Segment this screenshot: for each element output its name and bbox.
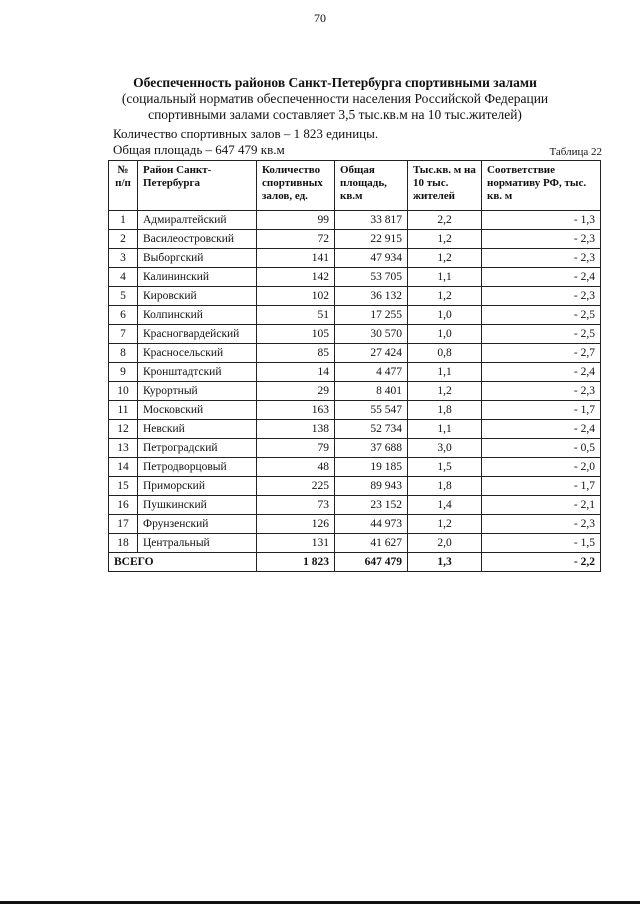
summary-area: Общая площадь – 647 479 кв.м xyxy=(113,142,285,157)
row-number: 17 xyxy=(109,515,138,534)
header-number: № п/п xyxy=(109,161,138,211)
table-row xyxy=(109,534,601,553)
row-number: 3 xyxy=(109,249,138,268)
total-ratio: 1,3 xyxy=(408,553,482,572)
row-number: 12 xyxy=(109,420,138,439)
district-name: Петроградский xyxy=(138,439,257,458)
total-area: 53 705 xyxy=(335,268,408,287)
table-header-row xyxy=(109,161,601,211)
total-area: 4 477 xyxy=(335,363,408,382)
total-area: 89 943 xyxy=(335,477,408,496)
area-per-residents: 1,0 xyxy=(408,306,482,325)
table-row xyxy=(109,325,601,344)
header-area-per-residents: Тыс.кв. м на 10 тыс. жителей xyxy=(408,161,482,211)
row-number: 8 xyxy=(109,344,138,363)
document-subtitle-line-2: спортивными залами составляет 3,5 тыс.кв.м на 10 тыс.жителей) xyxy=(148,107,522,122)
area-per-residents: 1,2 xyxy=(408,382,482,401)
total-label: ВСЕГО xyxy=(109,553,257,572)
row-number: 18 xyxy=(109,534,138,553)
row-number: 2 xyxy=(109,230,138,249)
norm-compliance: - 1,5 xyxy=(482,534,601,553)
norm-compliance: - 2,3 xyxy=(482,249,601,268)
table-row xyxy=(109,249,601,268)
total-area: 17 255 xyxy=(335,306,408,325)
table-row xyxy=(109,211,601,230)
norm-compliance: - 2,5 xyxy=(482,325,601,344)
norm-compliance: - 2,3 xyxy=(482,382,601,401)
hall-count: 131 xyxy=(257,534,335,553)
norm-compliance: - 2,7 xyxy=(482,344,601,363)
district-name: Кронштадтский xyxy=(138,363,257,382)
hall-count: 51 xyxy=(257,306,335,325)
norm-compliance: - 0,5 xyxy=(482,439,601,458)
district-name: Адмиралтейский xyxy=(138,211,257,230)
hall-count: 126 xyxy=(257,515,335,534)
hall-count: 79 xyxy=(257,439,335,458)
districts-table xyxy=(108,160,601,572)
table-row xyxy=(109,344,601,363)
area-per-residents: 2,2 xyxy=(408,211,482,230)
row-number: 14 xyxy=(109,458,138,477)
table-row xyxy=(109,401,601,420)
row-number: 13 xyxy=(109,439,138,458)
area-per-residents: 1,0 xyxy=(408,325,482,344)
row-number: 6 xyxy=(109,306,138,325)
area-per-residents: 1,1 xyxy=(408,420,482,439)
total-norm: - 2,2 xyxy=(482,553,601,572)
hall-count: 163 xyxy=(257,401,335,420)
total-area: 36 132 xyxy=(335,287,408,306)
district-name: Выборгский xyxy=(138,249,257,268)
header-norm-compliance: Соответствие нормативу РФ, тыс. кв. м xyxy=(482,161,601,211)
table-row xyxy=(109,515,601,534)
hall-count: 73 xyxy=(257,496,335,515)
total-area: 37 688 xyxy=(335,439,408,458)
norm-compliance: - 2,3 xyxy=(482,287,601,306)
hall-count: 48 xyxy=(257,458,335,477)
hall-count: 142 xyxy=(257,268,335,287)
hall-count: 72 xyxy=(257,230,335,249)
norm-compliance: - 2,4 xyxy=(482,420,601,439)
norm-compliance: - 2,4 xyxy=(482,268,601,287)
hall-count: 14 xyxy=(257,363,335,382)
page-number: 70 xyxy=(314,11,326,25)
table-row xyxy=(109,477,601,496)
district-name: Петродворцовый xyxy=(138,458,257,477)
norm-compliance: - 1,3 xyxy=(482,211,601,230)
table-total-row xyxy=(109,553,601,572)
table-row xyxy=(109,439,601,458)
total-area: 30 570 xyxy=(335,325,408,344)
table-row xyxy=(109,268,601,287)
hall-count: 225 xyxy=(257,477,335,496)
document-subtitle-line-1: (социальный норматив обеспеченности населения Российской Федерации xyxy=(121,91,549,106)
norm-compliance: - 2,4 xyxy=(482,363,601,382)
norm-compliance: - 2,1 xyxy=(482,496,601,515)
row-number: 9 xyxy=(109,363,138,382)
district-name: Московский xyxy=(138,401,257,420)
row-number: 4 xyxy=(109,268,138,287)
title-block xyxy=(40,75,630,123)
row-number: 5 xyxy=(109,287,138,306)
district-name: Пушкинский xyxy=(138,496,257,515)
area-per-residents: 1,8 xyxy=(408,477,482,496)
table-row xyxy=(109,287,601,306)
table-row xyxy=(109,306,601,325)
area-per-residents: 2,0 xyxy=(408,534,482,553)
hall-count: 29 xyxy=(257,382,335,401)
total-area: 55 547 xyxy=(335,401,408,420)
table-caption: Таблица 22 xyxy=(549,146,602,158)
norm-compliance: - 2,0 xyxy=(482,458,601,477)
district-name: Красногвардейский xyxy=(138,325,257,344)
table-body xyxy=(109,211,601,553)
area-per-residents: 1,2 xyxy=(408,230,482,249)
area-per-residents: 0,8 xyxy=(408,344,482,363)
norm-compliance: - 1,7 xyxy=(482,401,601,420)
hall-count: 85 xyxy=(257,344,335,363)
total-area: 27 424 xyxy=(335,344,408,363)
row-number: 7 xyxy=(109,325,138,344)
area-per-residents: 1,2 xyxy=(408,515,482,534)
norm-compliance: - 2,5 xyxy=(482,306,601,325)
total-area: 33 817 xyxy=(335,211,408,230)
total-area: 647 479 xyxy=(335,553,408,572)
total-area: 41 627 xyxy=(335,534,408,553)
area-per-residents: 1,4 xyxy=(408,496,482,515)
table-row xyxy=(109,496,601,515)
table-row xyxy=(109,382,601,401)
summary-count: Количество спортивных залов – 1 823 единицы. xyxy=(113,126,379,141)
header-district: Район Санкт-Петербурга xyxy=(138,161,257,211)
total-area: 47 934 xyxy=(335,249,408,268)
table-row xyxy=(109,420,601,439)
hall-count: 138 xyxy=(257,420,335,439)
hall-count: 105 xyxy=(257,325,335,344)
district-name: Калининский xyxy=(138,268,257,287)
total-area: 22 915 xyxy=(335,230,408,249)
total-area: 52 734 xyxy=(335,420,408,439)
row-number: 11 xyxy=(109,401,138,420)
district-name: Фрунзенский xyxy=(138,515,257,534)
norm-compliance: - 1,7 xyxy=(482,477,601,496)
summary-block xyxy=(113,126,378,158)
total-area: 8 401 xyxy=(335,382,408,401)
district-name: Василеостровский xyxy=(138,230,257,249)
norm-compliance: - 2,3 xyxy=(482,515,601,534)
area-per-residents: 1,2 xyxy=(408,249,482,268)
row-number: 10 xyxy=(109,382,138,401)
district-name: Центральный xyxy=(138,534,257,553)
area-per-residents: 1,1 xyxy=(408,363,482,382)
norm-compliance: - 2,3 xyxy=(482,230,601,249)
hall-count: 141 xyxy=(257,249,335,268)
table-row xyxy=(109,458,601,477)
total-area: 23 152 xyxy=(335,496,408,515)
area-per-residents: 3,0 xyxy=(408,439,482,458)
header-total-area: Общая площадь, кв.м xyxy=(335,161,408,211)
row-number: 1 xyxy=(109,211,138,230)
district-name: Приморский xyxy=(138,477,257,496)
district-name: Колпинский xyxy=(138,306,257,325)
document-title: Обеспеченность районов Санкт-Петербурга спортивными залами xyxy=(133,75,537,90)
header-hall-count: Количество спортивных залов, ед. xyxy=(257,161,335,211)
area-per-residents: 1,8 xyxy=(408,401,482,420)
district-name: Курортный xyxy=(138,382,257,401)
page-bottom-border xyxy=(0,901,640,904)
area-per-residents: 1,1 xyxy=(408,268,482,287)
area-per-residents: 1,5 xyxy=(408,458,482,477)
area-per-residents: 1,2 xyxy=(408,287,482,306)
row-number: 15 xyxy=(109,477,138,496)
hall-count: 102 xyxy=(257,287,335,306)
district-name: Невский xyxy=(138,420,257,439)
total-area: 19 185 xyxy=(335,458,408,477)
table-row xyxy=(109,363,601,382)
total-area: 44 973 xyxy=(335,515,408,534)
district-name: Красносельский xyxy=(138,344,257,363)
total-count: 1 823 xyxy=(257,553,335,572)
row-number: 16 xyxy=(109,496,138,515)
hall-count: 99 xyxy=(257,211,335,230)
district-name: Кировский xyxy=(138,287,257,306)
table-row xyxy=(109,230,601,249)
